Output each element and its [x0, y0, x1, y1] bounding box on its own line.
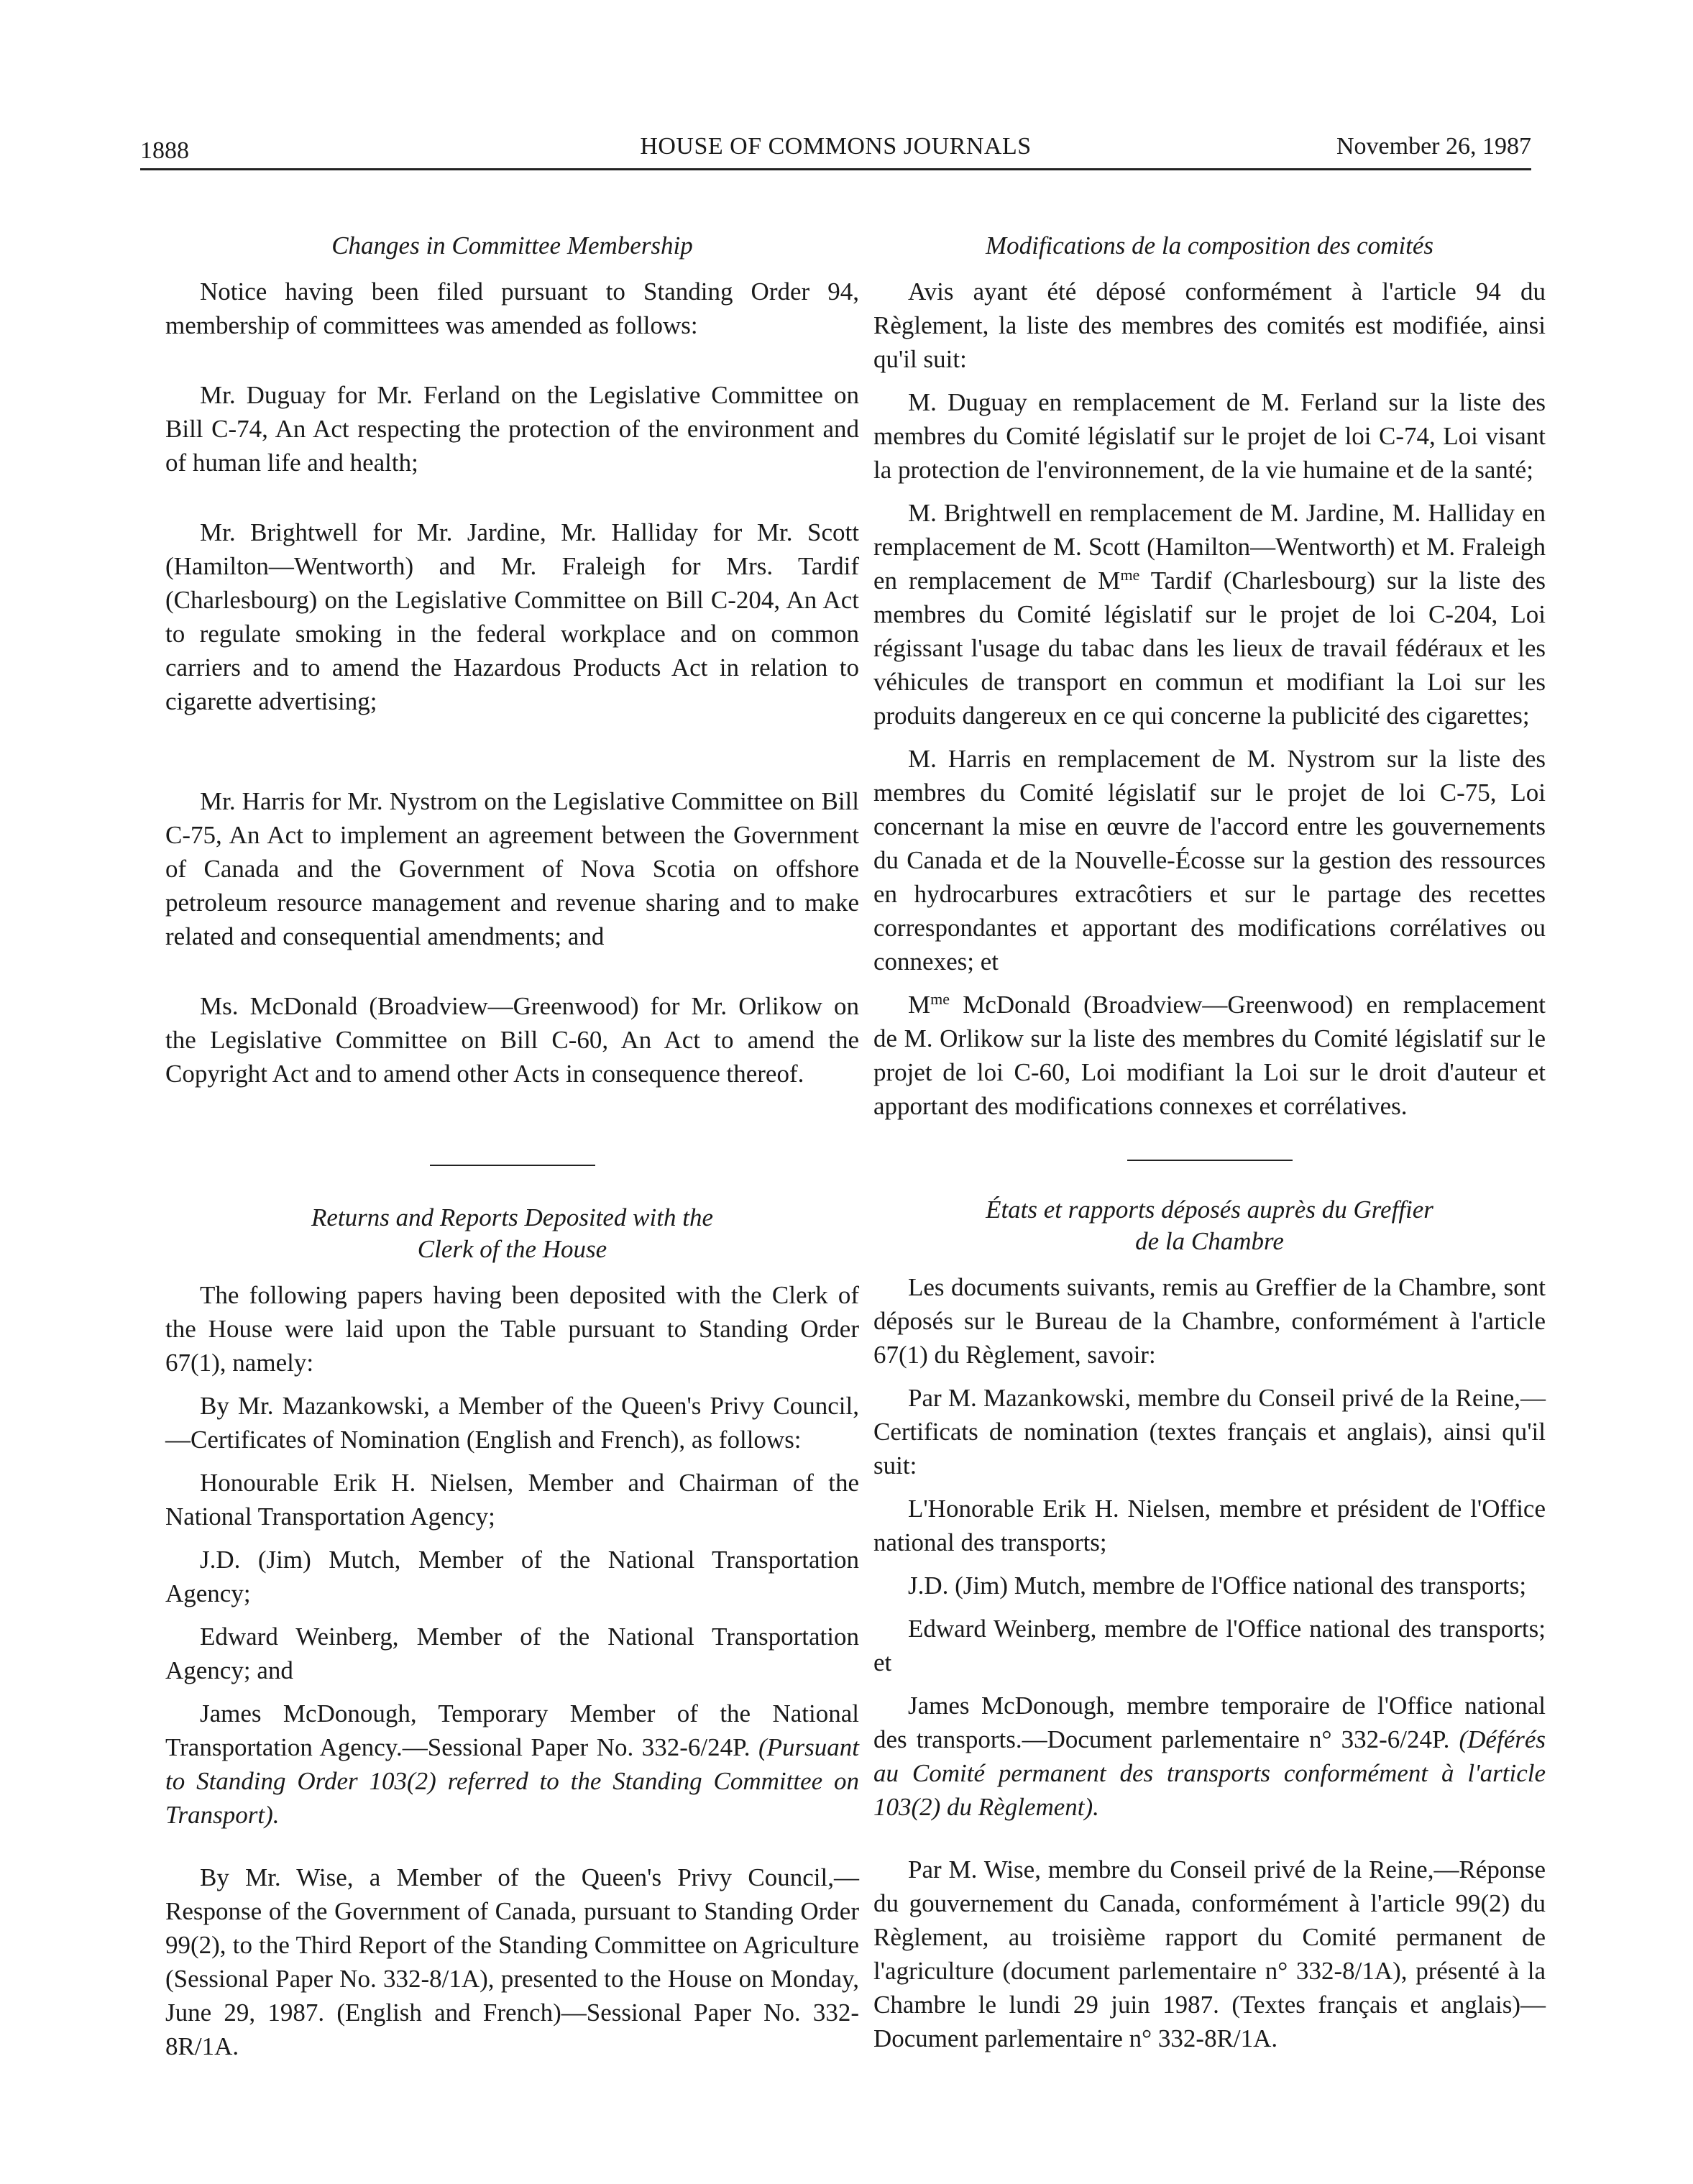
nomination-item — [873, 1689, 1546, 1824]
referral-note: (Déférés au Comité permanent des transports conformément à l'article 103(2) du Règlement). — [873, 1725, 1546, 1821]
french-column — [873, 230, 1546, 2065]
superscript: me — [1120, 566, 1140, 584]
nomination-item: J.D. (Jim) Mutch, Member of the National Transportation Agency; — [165, 1546, 859, 1607]
deposit-entry: Par M. Mazankowski, membre du Conseil privé de la Reine,—Certificats de nomination (textes français et anglais), ainsi qu'il suit: — [873, 1384, 1546, 1479]
section-heading-returns-reports — [165, 1202, 859, 1265]
nomination-text: James McDonough, Temporary Member of the National Transportation Agency.—Sessional Paper No. 332-6/24P. — [165, 1699, 859, 1761]
membership-change: Mr. Duguay for Mr. Ferland on the Legislative Committee on Bill C-74, An Act respecting the protection of the environment and of human life and health; — [165, 381, 859, 477]
nomination-text: James McDonough, membre temporaire de l'Office national des transports.—Document parlementaire n° 332-6/24P. — [873, 1692, 1546, 1753]
journal-date: November 26, 1987 — [1336, 133, 1531, 160]
nomination-item — [165, 1697, 859, 1832]
page-number: 1888 — [140, 137, 189, 164]
membership-change: M. Duguay en remplacement de M. Ferland sur la liste des membres du Comité législatif sur le projet de loi C-74, Loi visant la protection de l'environnement, de la vie humaine et de la santé; — [873, 388, 1546, 484]
membership-change: Mr. Brightwell for Mr. Jardine, Mr. Halliday for Mr. Scott (Hamilton—Wentworth) and Mr. Fraleigh for Mrs. Tardif (Charlesbourg) on the Legislative Committee on Bill C-204, An Act to regulate smoking in the federal workplace and on common carriers and to amend the Hazardous Products Act in relation to cigarette advertising; — [165, 518, 859, 715]
change-text: Tardif (Charlesbourg) sur la liste des membres du Comité législatif sur le projet de loi C-204, Loi régissant l'usage du tabac dans les lieux de travail fédéraux et les véhicules de transport en commun et modifiant la Loi sur les produits dangereux en ce qui concerne la publicité des cigarettes; — [873, 566, 1546, 730]
section-heading-committee-changes: Changes in Committee Membership — [331, 231, 693, 260]
heading-line: de la Chambre — [1135, 1227, 1284, 1255]
heading-line: Clerk of the House — [417, 1235, 607, 1263]
membership-change: M. Harris en remplacement de M. Nystrom sur la liste des membres du Comité législatif sur le projet de loi C-75, Loi concernant la mise en œuvre de l'accord entre les gouvernements du Canada et de la Nouvelle-Écosse sur la gestion des ressources en hydrocarbures extracôtiers et sur le partage des recettes correspondantes et apportant des modifications corrélatives ou connexes; et — [873, 745, 1546, 976]
returns-intro: The following papers having been deposited with the Clerk of the House were laid upon the Table pursuant to Standing Order 67(1), namely: — [165, 1281, 859, 1377]
deposit-entry: Par M. Wise, membre du Conseil privé de la Reine,—Réponse du gouvernement du Canada, conformément à l'article 99(2) du Règlement, au troisième rapport du Comité permanent de l'agriculture (document parlementaire n° 332-8/1A), présenté à la Chambre le lundi 29 juin 1987. (Textes français et anglais)—Document parlementaire n° 332-8R/1A. — [873, 1855, 1546, 2052]
nomination-item: Honourable Erik H. Nielsen, Member and Chairman of the National Transportation Agency; — [165, 1469, 859, 1531]
section-heading-etats-rapports — [873, 1194, 1546, 1257]
deposit-entry: By Mr. Mazankowski, a Member of the Queen's Privy Council,—Certificates of Nomination (English and French), as follows: — [165, 1392, 859, 1454]
heading-line: États et rapports déposés auprès du Greffier — [986, 1196, 1433, 1224]
superscript: me — [930, 990, 950, 1008]
nomination-item: Edward Weinberg, membre de l'Office national des transports; et — [873, 1615, 1546, 1676]
membership-change — [873, 988, 1546, 1123]
change-text: M — [908, 991, 931, 1019]
change-text: M. Brightwell en remplacement de M. Jardine, M. Halliday en remplacement de M. Scott (Hamilton—Wentworth) et M. Fraleigh en remplacement de M — [873, 499, 1546, 595]
notice-paragraph: Avis ayant été déposé conformément à l'article 94 du Règlement, la liste des membres des comités est modifiée, ainsi qu'il suit: — [873, 277, 1546, 373]
membership-change: Mr. Harris for Mr. Nystrom on the Legislative Committee on Bill C-75, An Act to implement an agreement between the Government of Canada and the Government of Nova Scotia on offshore petroleum resource management and revenue sharing and to make related and consequential amendments; and — [165, 787, 859, 950]
deposit-entry: By Mr. Wise, a Member of the Queen's Privy Council,—Response of the Government of Canada, pursuant to Standing Order 99(2), to the Third Report of the Standing Committee on Agriculture (Sessional Paper No. 332-8/1A), presented to the House on Monday, June 29, 1987. (English and French)—Sessional Paper No. 332-8R/1A. — [165, 1863, 859, 2060]
heading-line: Returns and Reports Deposited with the — [311, 1203, 713, 1231]
membership-change — [873, 496, 1546, 733]
nomination-item: L'Honorable Erik H. Nielsen, membre et président de l'Office national des transports; — [873, 1495, 1546, 1556]
section-heading-modifications: Modifications de la composition des comités — [985, 231, 1434, 260]
notice-paragraph: Notice having been filed pursuant to Standing Order 94, membership of committees was amended as follows: — [165, 277, 859, 339]
membership-change: Ms. McDonald (Broadview—Greenwood) for Mr. Orlikow on the Legislative Committee on Bill C-60, An Act to amend the Copyright Act and to amend other Acts in consequence thereof. — [165, 992, 859, 1088]
change-text: McDonald (Broadview—Greenwood) en remplacement de M. Orlikow sur la liste des membres du Comité législatif sur le projet de loi C-60, Loi modifiant la Loi sur le droit d'auteur et apportant des modifications connexes et corrélatives. — [873, 991, 1546, 1120]
journal-title: HOUSE OF COMMONS JOURNALS — [640, 133, 1032, 160]
returns-intro: Les documents suivants, remis au Greffier de la Chambre, sont déposés sur le Bureau de la Chambre, conformément à l'article 67(1) du Règlement, savoir: — [873, 1273, 1546, 1369]
referral-note: (Pursuant to Standing Order 103(2) referred to the Standing Committee on Transport). — [165, 1733, 859, 1829]
nomination-item: Edward Weinberg, Member of the National Transportation Agency; and — [165, 1623, 859, 1684]
nomination-item: J.D. (Jim) Mutch, membre de l'Office national des transports; — [908, 1572, 1527, 1600]
running-header — [140, 128, 1531, 170]
english-column — [165, 230, 859, 2073]
